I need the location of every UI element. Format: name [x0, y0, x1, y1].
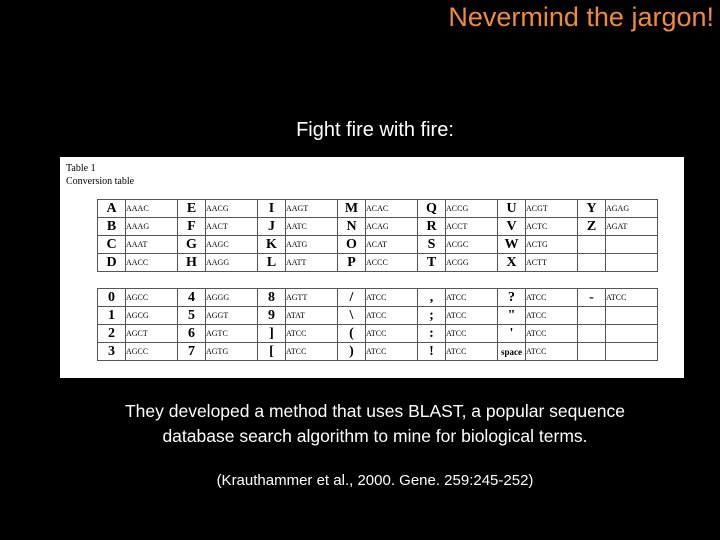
table-symbol-cell: ) [338, 343, 366, 361]
table-code-cell: ATCC [366, 307, 418, 325]
table-symbol-cell: D [98, 254, 126, 272]
table-code-cell: ACTC [526, 218, 578, 236]
table-code-cell: AATC [286, 218, 338, 236]
table-symbol-cell [578, 254, 606, 272]
table-symbol-cell: J [258, 218, 286, 236]
table-code-cell: ACGC [446, 236, 498, 254]
table-code-cell: AACC [126, 254, 178, 272]
table-code-cell: AGTC [206, 325, 258, 343]
table-row [98, 343, 658, 361]
table-symbol-cell: ? [498, 289, 526, 307]
table-code-cell: ATCC [526, 343, 578, 361]
conversion-table-digits-symbols [97, 288, 658, 361]
table-symbol-cell: space [498, 343, 526, 361]
body-line-2: database search algorithm to mine for biological terms. [162, 426, 588, 446]
table-symbol-cell: ; [418, 307, 446, 325]
table-symbol-cell: L [258, 254, 286, 272]
citation: (Krauthammer et al., 2000. Gene. 259:245-252) [216, 472, 534, 489]
table-code-cell: ATCC [366, 325, 418, 343]
table-code-cell: ACCG [446, 200, 498, 218]
table-symbol-cell: / [338, 289, 366, 307]
table-code-cell: ATCC [526, 325, 578, 343]
table-symbol-cell: S [418, 236, 446, 254]
table-row [98, 325, 658, 343]
table-code-cell: ACGG [446, 254, 498, 272]
table-code-cell [606, 236, 658, 254]
table-symbol-cell: 5 [178, 307, 206, 325]
table-code-cell [606, 307, 658, 325]
table-symbol-cell: , [418, 289, 446, 307]
table-caption-title: Conversion table [66, 176, 135, 187]
table-code-cell: AACG [206, 200, 258, 218]
table-symbol-cell: 4 [178, 289, 206, 307]
table-code-cell: ACAG [366, 218, 418, 236]
table-symbol-cell: V [498, 218, 526, 236]
table-symbol-cell: 2 [98, 325, 126, 343]
table-code-cell: AAAT [126, 236, 178, 254]
table-symbol-cell: 0 [98, 289, 126, 307]
table-symbol-cell: T [418, 254, 446, 272]
table-symbol-cell: W [498, 236, 526, 254]
table-symbol-cell: 9 [258, 307, 286, 325]
table-row [98, 218, 658, 236]
table-code-cell: ACTT [526, 254, 578, 272]
table-symbol-cell: X [498, 254, 526, 272]
table-symbol-cell: 8 [258, 289, 286, 307]
table-code-cell: AGAG [606, 200, 658, 218]
table-code-cell: AAGG [206, 254, 258, 272]
table-symbol-cell: E [178, 200, 206, 218]
table-symbol-cell: N [338, 218, 366, 236]
table-code-cell: ACAT [366, 236, 418, 254]
table-code-cell: ATCC [366, 289, 418, 307]
table-symbol-cell: ] [258, 325, 286, 343]
table-code-cell [606, 325, 658, 343]
table-symbol-cell: Z [578, 218, 606, 236]
table-code-cell: AAAC [126, 200, 178, 218]
table-code-cell: AGGG [206, 289, 258, 307]
table-symbol-cell: 6 [178, 325, 206, 343]
table-code-cell: ACTG [526, 236, 578, 254]
slide-title: Nevermind the jargon! [448, 2, 714, 32]
table-row [98, 289, 658, 307]
table-code-cell: ACGT [526, 200, 578, 218]
table-code-cell: ATCC [526, 307, 578, 325]
table-code-cell: AACT [206, 218, 258, 236]
table-code-cell: ATCC [286, 343, 338, 361]
table-code-cell: ACCC [366, 254, 418, 272]
slide-subtitle: Fight fire with fire: [296, 119, 454, 141]
table-code-cell: AGCT [126, 325, 178, 343]
slide-body-text [0, 399, 720, 449]
table-code-cell: AGTT [286, 289, 338, 307]
table-symbol-cell: 1 [98, 307, 126, 325]
table-code-cell: ATAT [286, 307, 338, 325]
table-symbol-cell: ' [498, 325, 526, 343]
conversion-table-figure [60, 157, 684, 378]
table-symbol-cell: ( [338, 325, 366, 343]
table-code-cell: AAAG [126, 218, 178, 236]
table-symbol-cell: Y [578, 200, 606, 218]
table-code-cell: ATCC [446, 325, 498, 343]
table-code-cell: ATCC [286, 325, 338, 343]
table-code-cell: AATT [286, 254, 338, 272]
table-symbol-cell: U [498, 200, 526, 218]
table-row [98, 200, 658, 218]
table-code-cell: AAGT [286, 200, 338, 218]
table-symbol-cell: - [578, 289, 606, 307]
table-code-cell [606, 343, 658, 361]
table-code-cell: AGCC [126, 289, 178, 307]
table-symbol-cell: F [178, 218, 206, 236]
table-code-cell [606, 254, 658, 272]
table-code-cell: ATCC [526, 289, 578, 307]
table-symbol-cell: G [178, 236, 206, 254]
table-code-cell: AGAT [606, 218, 658, 236]
table-code-cell: AGGT [206, 307, 258, 325]
table-symbol-cell [578, 325, 606, 343]
table-symbol-cell [578, 343, 606, 361]
table-code-cell: ATCC [446, 343, 498, 361]
table-symbol-cell [578, 307, 606, 325]
table-caption-number: Table 1 [66, 163, 96, 174]
table-symbol-cell: K [258, 236, 286, 254]
conversion-table-letters [97, 199, 658, 272]
table-symbol-cell: B [98, 218, 126, 236]
table-row [98, 307, 658, 325]
table-code-cell: ACCT [446, 218, 498, 236]
table-symbol-cell: R [418, 218, 446, 236]
table-row [98, 236, 658, 254]
table-code-cell: AAGC [206, 236, 258, 254]
table-symbol-cell: O [338, 236, 366, 254]
table-symbol-cell: C [98, 236, 126, 254]
table-symbol-cell: : [418, 325, 446, 343]
table-code-cell: ATCC [446, 289, 498, 307]
table-symbol-cell: Q [418, 200, 446, 218]
table-symbol-cell: A [98, 200, 126, 218]
table-code-cell: ATCC [446, 307, 498, 325]
table-symbol-cell: H [178, 254, 206, 272]
table-symbol-cell: ! [418, 343, 446, 361]
table-symbol-cell: \ [338, 307, 366, 325]
table-code-cell: AGCC [126, 343, 178, 361]
table-code-cell: ATCC [606, 289, 658, 307]
table-symbol-cell: M [338, 200, 366, 218]
body-line-1: They developed a method that uses BLAST, a popular sequence [124, 401, 626, 421]
table-symbol-cell: [ [258, 343, 286, 361]
table-symbol-cell: 7 [178, 343, 206, 361]
table-symbol-cell [578, 236, 606, 254]
table-symbol-cell: I [258, 200, 286, 218]
table-code-cell: AATG [286, 236, 338, 254]
table-code-cell: AGCG [126, 307, 178, 325]
table-code-cell: ATCC [366, 343, 418, 361]
table-row [98, 254, 658, 272]
table-code-cell: ACAC [366, 200, 418, 218]
table-symbol-cell: 3 [98, 343, 126, 361]
table-symbol-cell: " [498, 307, 526, 325]
table-code-cell: AGTG [206, 343, 258, 361]
table-symbol-cell: P [338, 254, 366, 272]
